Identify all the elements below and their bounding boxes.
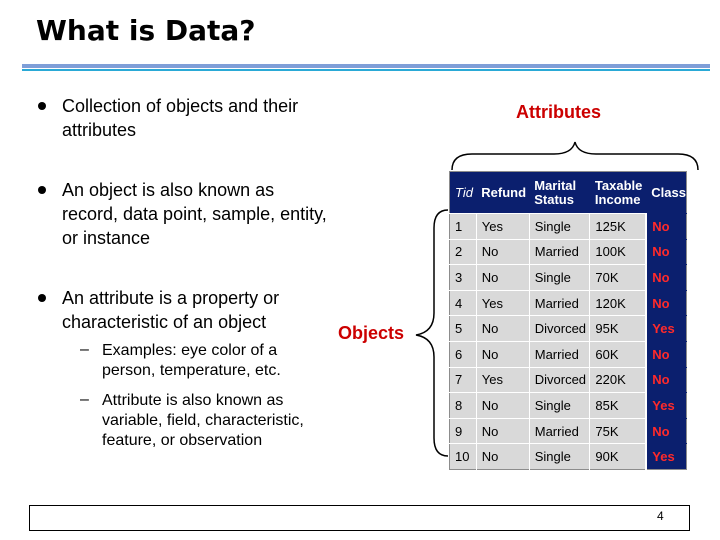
table-row xyxy=(450,265,687,291)
table-row xyxy=(450,316,687,342)
table-header-row xyxy=(450,172,687,214)
cell-marital-status: Single xyxy=(529,444,590,470)
cell-taxable-income: 220K xyxy=(590,367,646,393)
cell-taxable-income: 95K xyxy=(590,316,646,342)
sub-bullet-examples: Examples: eye color of a person, temperature, etc. xyxy=(102,342,281,379)
header-tid: Tid xyxy=(450,172,477,214)
cell-refund: No xyxy=(476,341,529,367)
cell-taxable-income: 125K xyxy=(590,214,646,240)
cell-refund: No xyxy=(476,418,529,444)
cell-refund: Yes xyxy=(476,214,529,240)
cell-taxable-income: 75K xyxy=(590,418,646,444)
cell-taxable-income: 120K xyxy=(590,290,646,316)
cell-class: No xyxy=(646,239,686,265)
cell-marital-status: Married xyxy=(529,239,590,265)
sub-bullet-dash: – xyxy=(80,341,89,358)
header-refund: Refund xyxy=(476,172,529,214)
title-rule xyxy=(22,64,710,68)
bullet-dot xyxy=(38,102,46,110)
cell-marital-status: Single xyxy=(529,393,590,419)
cell-class: Yes xyxy=(646,316,686,342)
title-rule-accent xyxy=(22,69,710,71)
cell-refund: Yes xyxy=(476,367,529,393)
cell-class: No xyxy=(646,290,686,316)
sub-bullet-attribute-aka: Attribute is also known as variable, field, characteristic, feature, or observation xyxy=(102,392,304,449)
table-row xyxy=(450,239,687,265)
cell-tid: 10 xyxy=(450,444,477,470)
table-row xyxy=(450,290,687,316)
table-row xyxy=(450,418,687,444)
cell-tid: 1 xyxy=(450,214,477,240)
cell-tid: 7 xyxy=(450,367,477,393)
cell-refund: No xyxy=(476,393,529,419)
cell-taxable-income: 100K xyxy=(590,239,646,265)
cell-tid: 6 xyxy=(450,341,477,367)
attributes-label: Attributes xyxy=(516,102,601,122)
cell-taxable-income: 60K xyxy=(590,341,646,367)
footer-box xyxy=(29,505,690,531)
cell-marital-status: Married xyxy=(529,290,590,316)
cell-taxable-income: 85K xyxy=(590,393,646,419)
cell-refund: No xyxy=(476,316,529,342)
table-row xyxy=(450,367,687,393)
cell-refund: No xyxy=(476,239,529,265)
bullet-dot xyxy=(38,294,46,302)
cell-taxable-income: 90K xyxy=(590,444,646,470)
cell-marital-status: Divorced xyxy=(529,367,590,393)
cell-marital-status: Divorced xyxy=(529,316,590,342)
cell-refund: Yes xyxy=(476,290,529,316)
cell-taxable-income: 70K xyxy=(590,265,646,291)
cell-marital-status: Married xyxy=(529,418,590,444)
cell-marital-status: Single xyxy=(529,265,590,291)
bullet-attribute-def: An attribute is a property or characteristic of an object xyxy=(62,288,280,332)
cell-tid: 8 xyxy=(450,393,477,419)
cell-tid: 3 xyxy=(450,265,477,291)
table-row xyxy=(450,341,687,367)
cell-class: No xyxy=(646,265,686,291)
cell-class: No xyxy=(646,341,686,367)
cell-refund: No xyxy=(476,444,529,470)
header-marital-status: Marital Status xyxy=(529,172,590,214)
page-number: 4 xyxy=(657,509,664,523)
bullet-object-aka: An object is also known as record, data point, sample, entity, or instance xyxy=(62,180,327,248)
cell-tid: 2 xyxy=(450,239,477,265)
cell-tid: 4 xyxy=(450,290,477,316)
table-row xyxy=(450,214,687,240)
attributes-brace xyxy=(450,140,700,172)
sub-bullet-dash: – xyxy=(80,391,89,408)
cell-tid: 9 xyxy=(450,418,477,444)
bullet-dot xyxy=(38,186,46,194)
objects-brace xyxy=(410,208,450,458)
header-taxable-income: Taxable Income xyxy=(590,172,646,214)
cell-class: No xyxy=(646,367,686,393)
data-table xyxy=(449,171,687,470)
cell-marital-status: Married xyxy=(529,341,590,367)
cell-class: Yes xyxy=(646,393,686,419)
cell-tid: 5 xyxy=(450,316,477,342)
table-row xyxy=(450,444,687,470)
slide-title: What is Data? xyxy=(36,14,256,47)
cell-marital-status: Single xyxy=(529,214,590,240)
cell-class: Yes xyxy=(646,444,686,470)
objects-label: Objects xyxy=(338,323,405,343)
cell-class: No xyxy=(646,214,686,240)
header-class: Class xyxy=(646,172,686,214)
bullet-collection: Collection of objects and their attributes xyxy=(62,96,299,140)
table-row xyxy=(450,393,687,419)
cell-refund: No xyxy=(476,265,529,291)
cell-class: No xyxy=(646,418,686,444)
